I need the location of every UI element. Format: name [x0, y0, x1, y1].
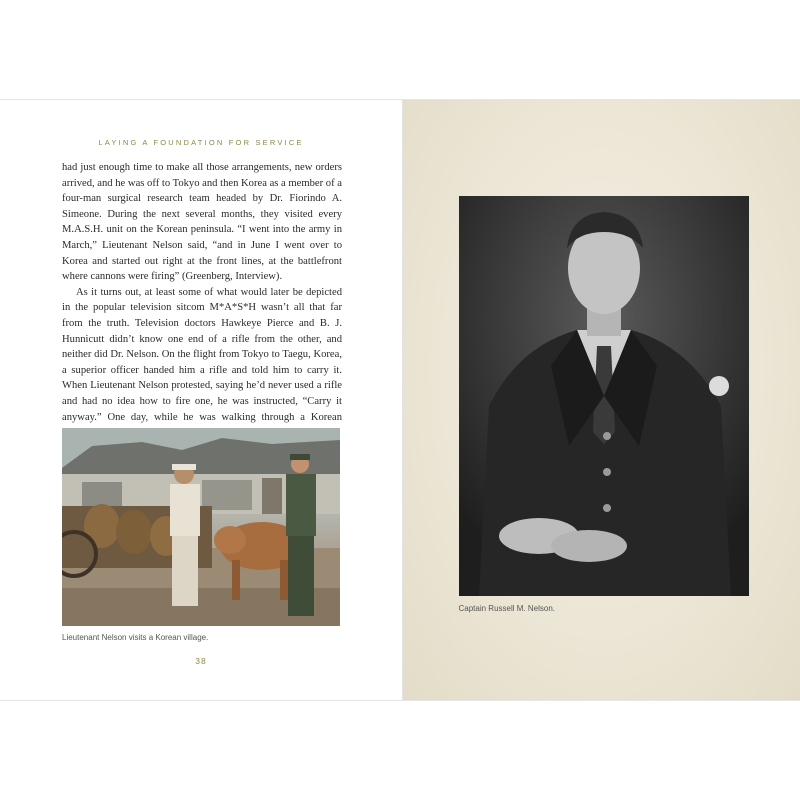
paragraph-2: As it turns out, at least some of what would later be depicted in the popular television sitcom M*A*S*H wasn’t all that far from the truth. Television doctors Hawkeye Pierce and B. J. Hunnicutt didn’t know one end of a rifle from the other, and neither did Dr. Nelson. On the flight from Tokyo to Taegu, Korea, a superior officer handed him a rifle and told him to carry it. When Lieutenant Nelson protested, saying he’d never used a rifle and had no idea how to fire one, he was instructed, “Carry it anyway.” One day, while he was walking through a Korean	[62, 286, 342, 423]
village-photo-caption: Lieutenant Nelson visits a Korean village.	[62, 633, 209, 642]
left-page	[0, 100, 403, 700]
paragraph-1: had just enough time to make all those arrangements, new orders arrived, and he was off to Tokyo and then Korea as a member of a four-man surgical research team headed by Dr. Fiorindo A. Simeone. During the next several months, they visited every M.A.S.H. unit on the Korean peninsula. “I went into the army in March,” Lieutenant Nelson said, “and in June I went over to Korea and started out right at the front lines, at the battlefront where cannons were firing” (Greenberg, Interview).	[62, 162, 342, 283]
captain-portrait-photo	[459, 196, 749, 596]
korean-village-photo	[62, 428, 340, 626]
running-head: LAYING A FOUNDATION FOR SERVICE	[98, 138, 304, 147]
book-spread	[0, 100, 800, 700]
body-text	[62, 160, 342, 441]
right-page	[403, 100, 800, 700]
portrait-photo-caption: Captain Russell M. Nelson.	[458, 604, 555, 613]
page-number: 38	[195, 656, 207, 666]
